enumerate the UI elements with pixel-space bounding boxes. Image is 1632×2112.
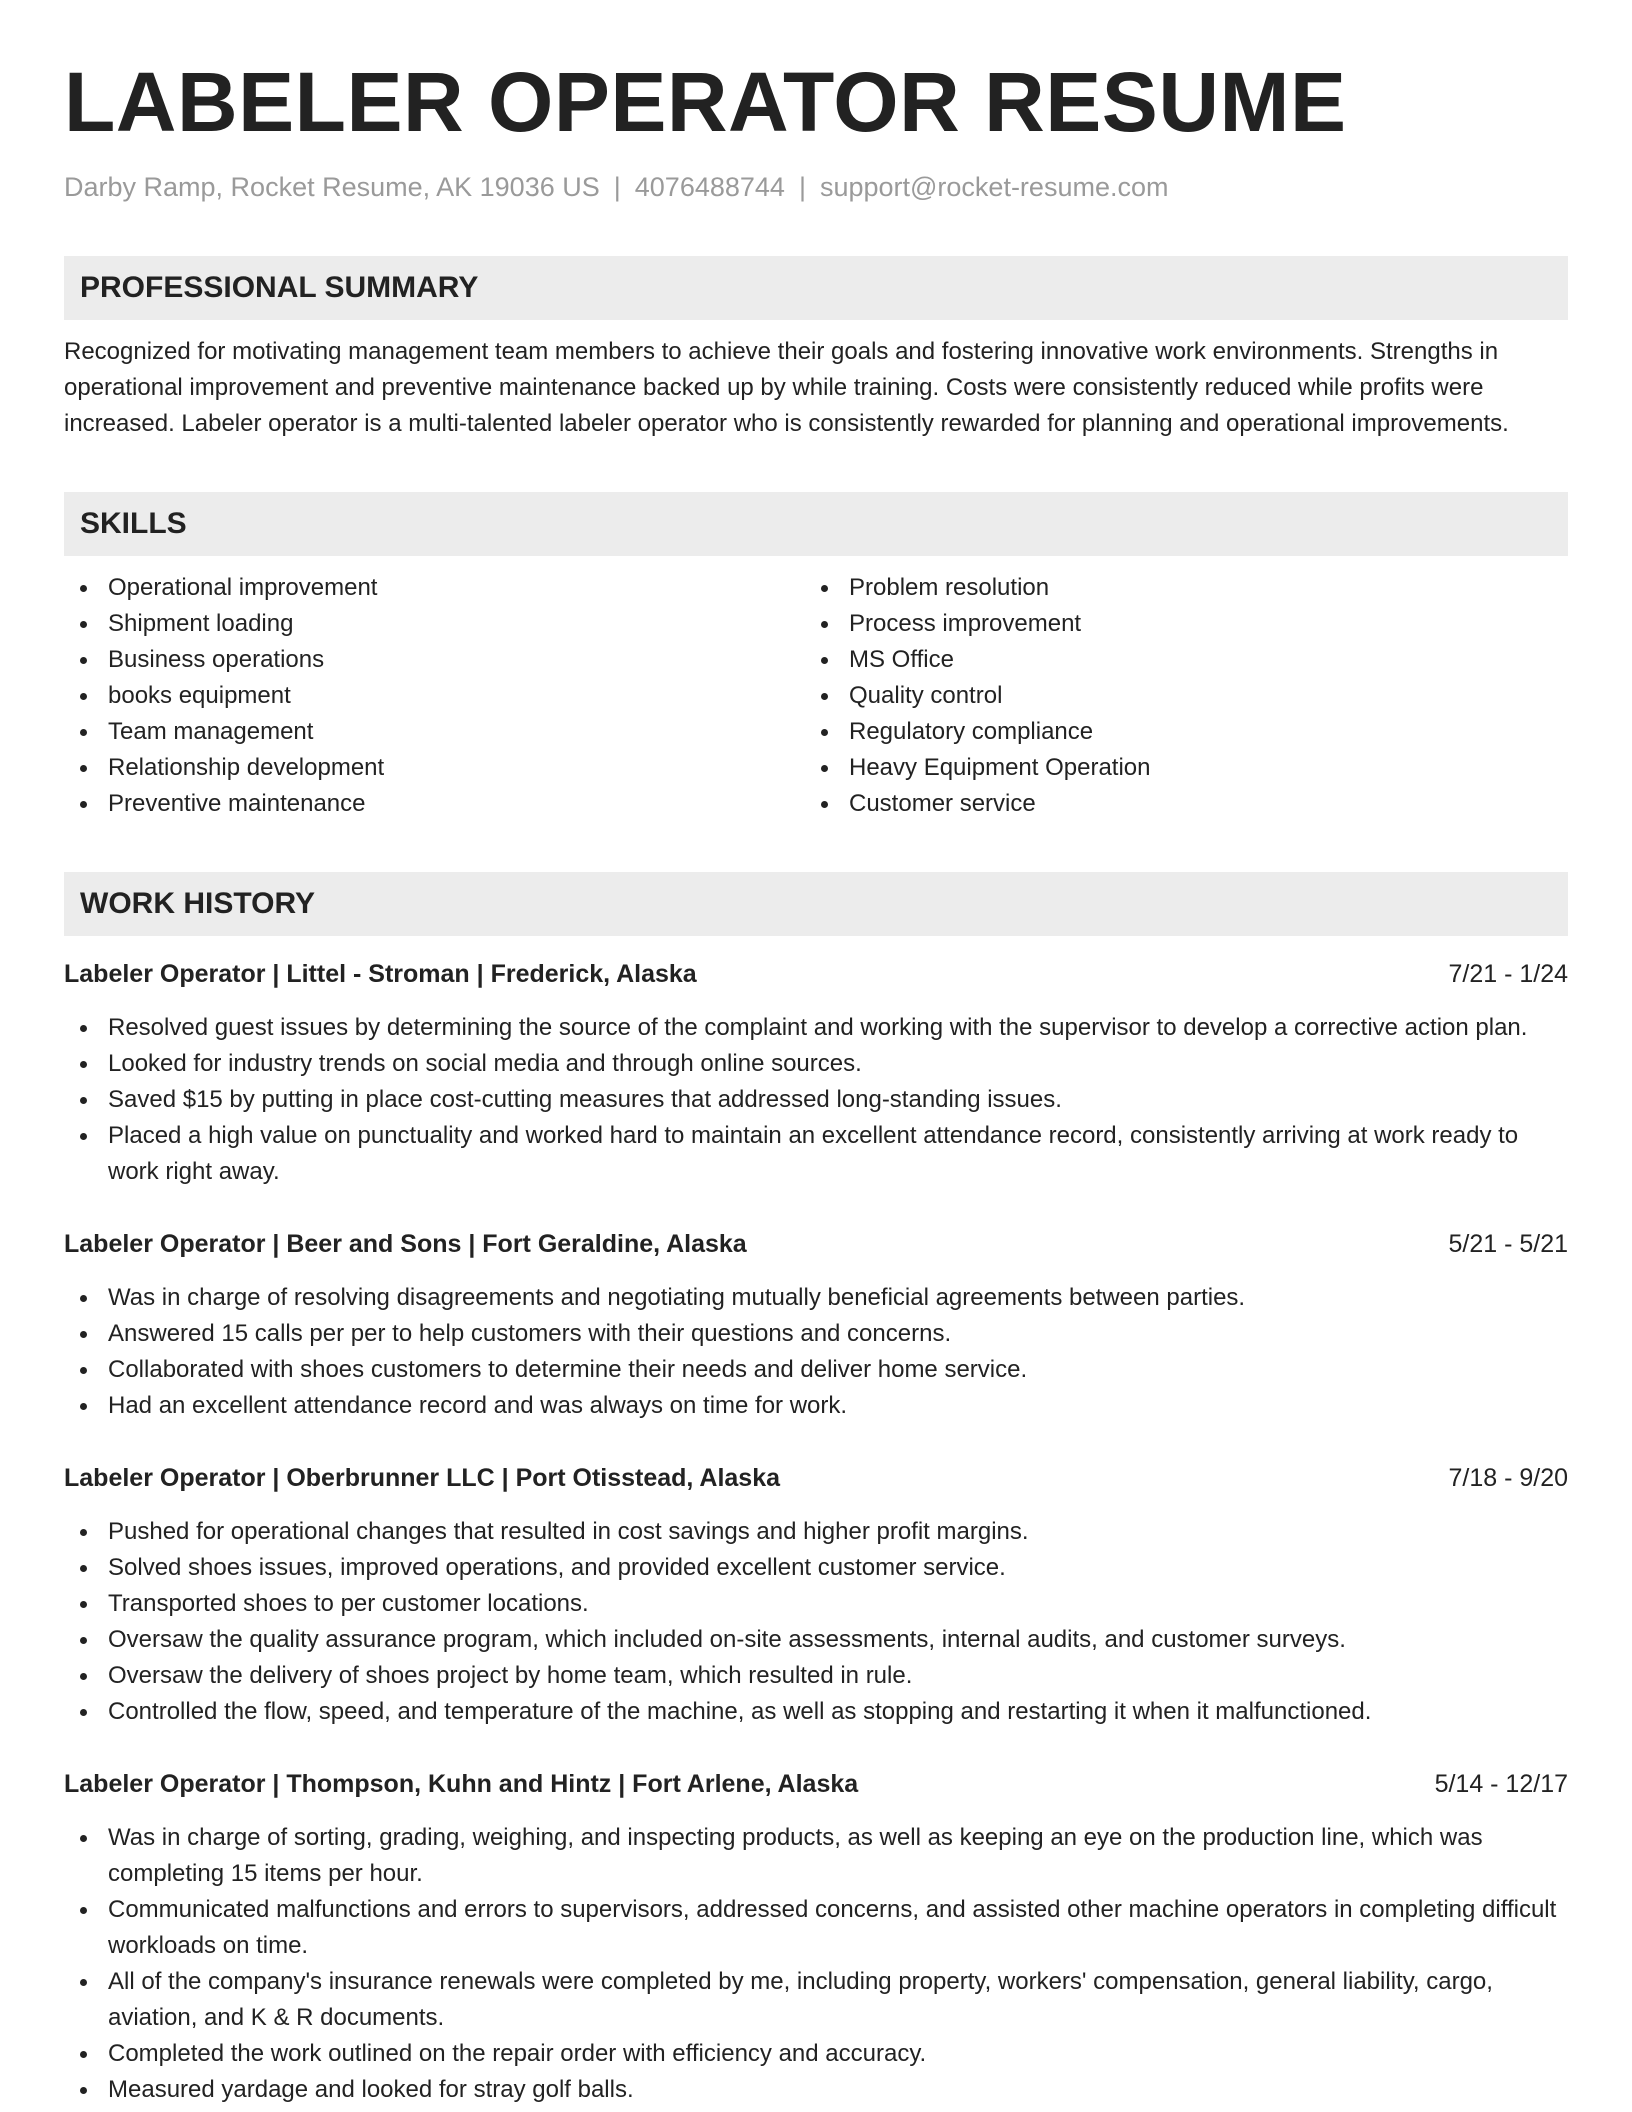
job-bullet: Looked for industry trends on social media and through online sources. xyxy=(64,1046,1568,1082)
job-bullet: Had an excellent attendance record and was always on time for work. xyxy=(64,1388,1568,1424)
job-bullet-list xyxy=(64,1010,1568,1190)
job-title: Labeler Operator | Littel - Stroman | Frederick, Alaska xyxy=(64,960,697,988)
job-dates: 5/14 - 12/17 xyxy=(1434,1770,1568,1798)
contact-email: support@rocket-resume.com xyxy=(819,172,1169,202)
skill-item: Quality control xyxy=(805,678,1546,714)
job-entry xyxy=(64,1766,1568,2108)
job-title: Labeler Operator | Oberbrunner LLC | Port Otisstead, Alaska xyxy=(64,1464,781,1492)
job-dates: 7/18 - 9/20 xyxy=(1448,1464,1568,1492)
job-title: Labeler Operator | Beer and Sons | Fort Geraldine, Alaska xyxy=(64,1230,747,1258)
summary-text: Recognized for motivating management team members to achieve their goals and fostering innovative work environments. Strengths in operational improvement and preventive maintenance backed up by while training. Costs were consistently reduced while profits were increased. Labeler operator is a multi-talented labeler operator who is consistently rewarded for planning and operational improvements. xyxy=(64,338,1509,437)
job-dates: 7/21 - 1/24 xyxy=(1448,960,1568,988)
job-bullet: Completed the work outlined on the repair order with efficiency and accuracy. xyxy=(64,2036,1568,2072)
skills-column-right xyxy=(805,570,1546,822)
job-bullet: All of the company's insurance renewals were completed by me, including property, workers' compensation, general liability, cargo, aviation, and K & R documents. xyxy=(64,1964,1568,2036)
job-header xyxy=(64,1766,1568,1802)
job-bullet: Collaborated with shoes customers to determine their needs and deliver home service. xyxy=(64,1352,1568,1388)
job-bullet: Was in charge of resolving disagreements and negotiating mutually beneficial agreements between parties. xyxy=(64,1280,1568,1316)
job-bullet: Saved $15 by putting in place cost-cutting measures that addressed long-standing issues. xyxy=(64,1082,1568,1118)
skill-item: Operational improvement xyxy=(64,570,805,606)
job-bullet: Solved shoes issues, improved operations, and provided excellent customer service. xyxy=(64,1550,1568,1586)
job-entry xyxy=(64,1226,1568,1424)
contact-separator: | xyxy=(798,172,806,202)
job-bullet-list xyxy=(64,1820,1568,2108)
job-header xyxy=(64,1460,1568,1496)
job-dates: 5/21 - 5/21 xyxy=(1448,1230,1568,1258)
job-title: Labeler Operator | Thompson, Kuhn and Hintz | Fort Arlene, Alaska xyxy=(64,1770,859,1798)
skill-item: Shipment loading xyxy=(64,606,805,642)
job-header xyxy=(64,1226,1568,1262)
section-heading-summary: PROFESSIONAL SUMMARY xyxy=(64,256,1568,320)
skills-column-left xyxy=(64,570,805,822)
job-bullet: Oversaw the quality assurance program, which included on-site assessments, internal audits, and customer surveys. xyxy=(64,1622,1568,1658)
skill-item: Customer service xyxy=(805,786,1546,822)
job-bullet: Controlled the flow, speed, and temperature of the machine, as well as stopping and restarting it when it malfunctioned. xyxy=(64,1694,1568,1730)
contact-separator: | xyxy=(613,172,621,202)
section-heading-skills: SKILLS xyxy=(64,492,1568,556)
job-bullet: Transported shoes to per customer locations. xyxy=(64,1586,1568,1622)
work-history-list xyxy=(64,956,1568,2108)
job-bullet-list xyxy=(64,1514,1568,1730)
job-bullet: Pushed for operational changes that resulted in cost savings and higher profit margins. xyxy=(64,1514,1568,1550)
job-bullet: Resolved guest issues by determining the source of the complaint and working with the supervisor to develop a corrective action plan. xyxy=(64,1010,1568,1046)
skill-item: Preventive maintenance xyxy=(64,786,805,822)
skills-list xyxy=(64,570,1568,822)
skill-item: books equipment xyxy=(64,678,805,714)
skill-item: Heavy Equipment Operation xyxy=(805,750,1546,786)
page-title: LABELER OPERATOR RESUME xyxy=(64,55,1347,149)
job-bullet: Placed a high value on punctuality and worked hard to maintain an excellent attendance record, consistently arriving at work ready to work right away. xyxy=(64,1118,1568,1190)
job-entry xyxy=(64,956,1568,1190)
job-bullet: Measured yardage and looked for stray golf balls. xyxy=(64,2072,1568,2108)
job-bullet: Oversaw the delivery of shoes project by home team, which resulted in rule. xyxy=(64,1658,1568,1694)
skill-item: Relationship development xyxy=(64,750,805,786)
job-bullet: Answered 15 calls per per to help customers with their questions and concerns. xyxy=(64,1316,1568,1352)
job-bullet: Was in charge of sorting, grading, weighing, and inspecting products, as well as keeping an eye on the production line, which was completing 15 items per hour. xyxy=(64,1820,1568,1892)
skill-item: MS Office xyxy=(805,642,1546,678)
skill-item: Process improvement xyxy=(805,606,1546,642)
skill-item: Team management xyxy=(64,714,805,750)
job-header xyxy=(64,956,1568,992)
contact-address: Darby Ramp, Rocket Resume, AK 19036 US xyxy=(64,172,600,202)
skill-item: Business operations xyxy=(64,642,805,678)
job-entry xyxy=(64,1460,1568,1730)
contact-phone: 4076488744 xyxy=(634,172,785,202)
skill-item: Problem resolution xyxy=(805,570,1546,606)
job-bullet-list xyxy=(64,1280,1568,1424)
contact-line xyxy=(64,168,1568,206)
skill-item: Regulatory compliance xyxy=(805,714,1546,750)
job-bullet: Communicated malfunctions and errors to supervisors, addressed concerns, and assisted other machine operators in completing difficult workloads on time. xyxy=(64,1892,1568,1964)
section-heading-work-history: WORK HISTORY xyxy=(64,872,1568,936)
